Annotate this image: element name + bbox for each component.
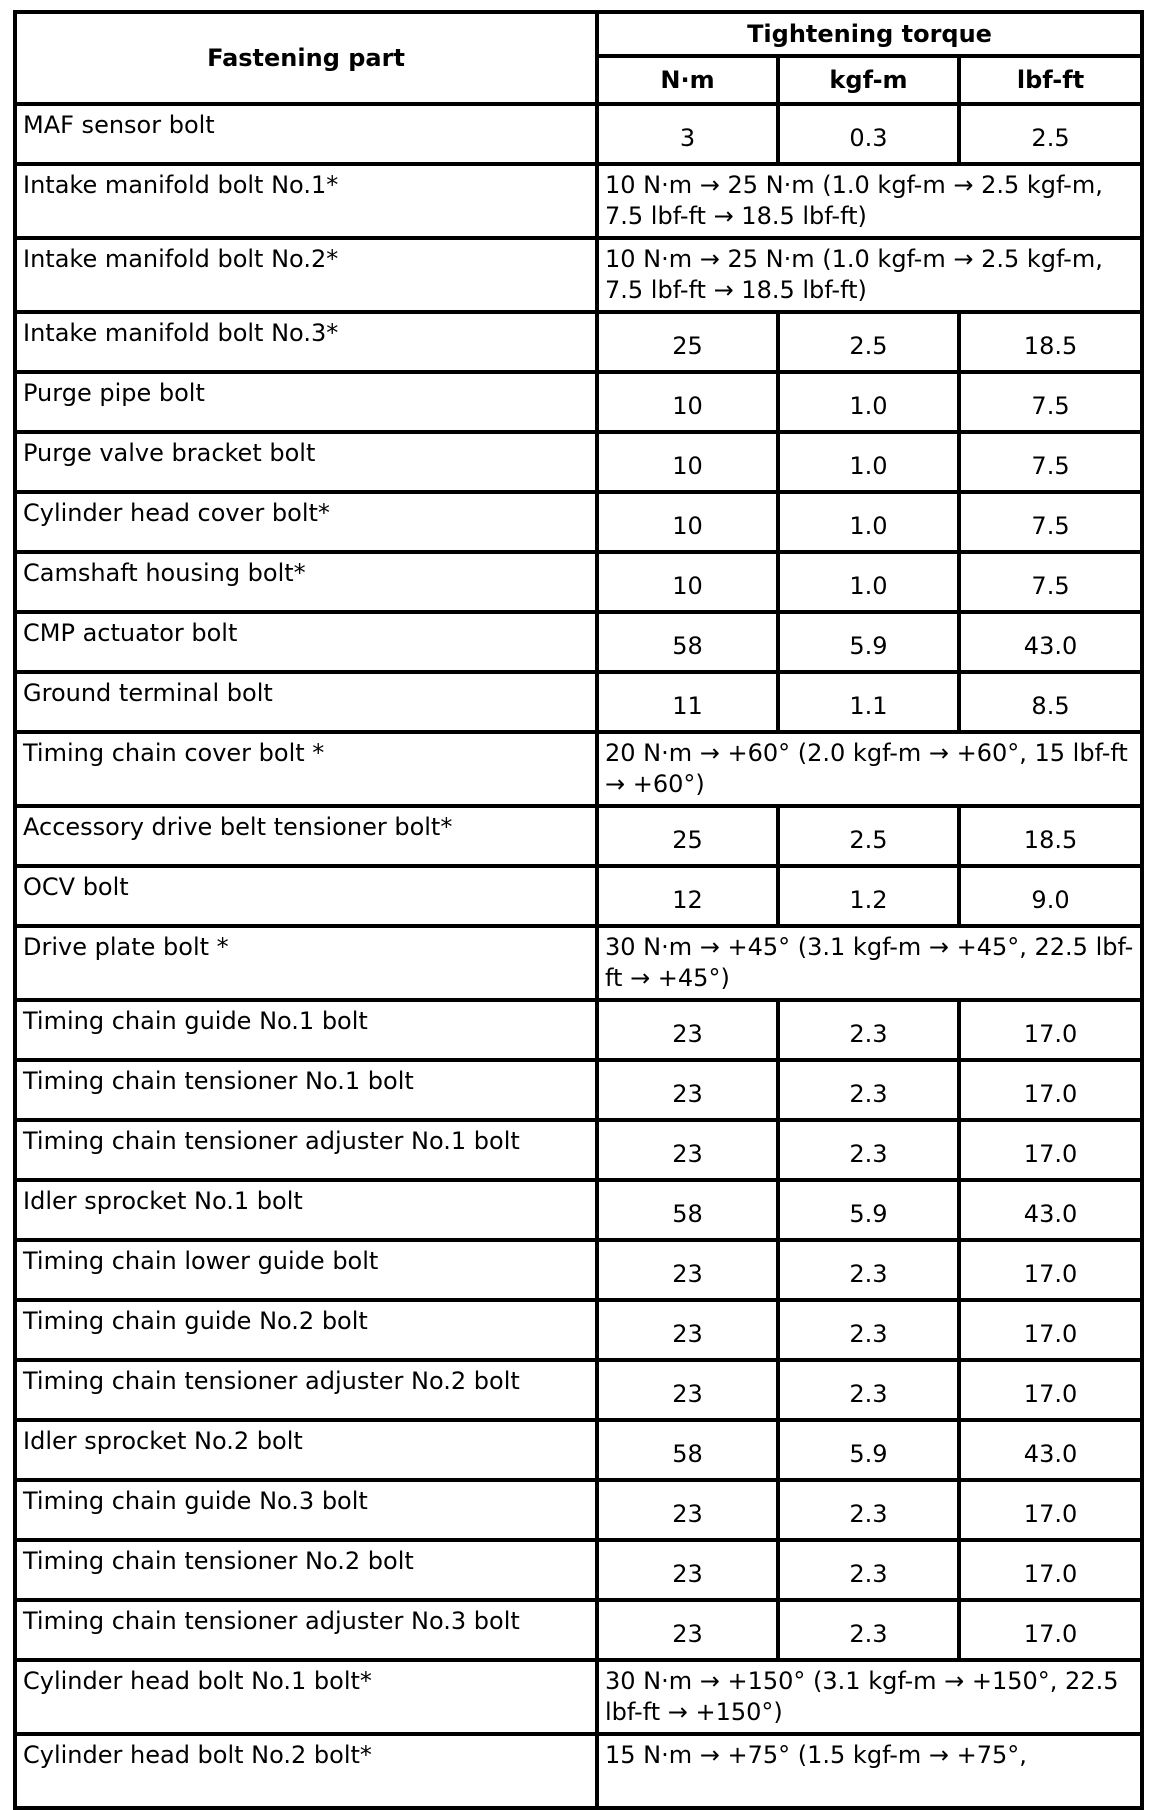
- table-header: [15, 12, 1142, 104]
- torque-nm-cell: 23: [597, 1060, 778, 1120]
- torque-lbf-ft-cell: 7.5: [959, 492, 1142, 552]
- torque-lbf-ft-cell: 17.0: [959, 1480, 1142, 1540]
- fastening-part-cell: Camshaft housing bolt*: [15, 552, 597, 612]
- fastening-part-cell: CMP actuator bolt: [15, 612, 597, 672]
- torque-kgf-m-cell: 2.3: [778, 1120, 959, 1180]
- fastening-part-cell: Cylinder head bolt No.1 bolt*: [15, 1660, 597, 1734]
- torque-lbf-ft-cell: 18.5: [959, 806, 1142, 866]
- torque-procedure-cell: 20 N·m → +60° (2.0 kgf-m → +60°, 15 lbf-ft → +60°): [597, 732, 1142, 806]
- fastening-part-cell: Cylinder head cover bolt*: [15, 492, 597, 552]
- fastening-part-cell: Timing chain cover bolt *: [15, 732, 597, 806]
- fastening-part-cell: Timing chain tensioner adjuster No.2 bolt: [15, 1360, 597, 1420]
- torque-lbf-ft-cell: 9.0: [959, 866, 1142, 926]
- torque-kgf-m-cell: 2.5: [778, 312, 959, 372]
- torque-nm-cell: 23: [597, 1300, 778, 1360]
- table-row: [15, 1480, 1142, 1540]
- unit-header-kgf-m: kgf-m: [778, 56, 959, 104]
- header-row-1: [15, 12, 1142, 56]
- table-row: [15, 312, 1142, 372]
- unit-header-lbf-ft: lbf-ft: [959, 56, 1142, 104]
- table-row: [15, 1360, 1142, 1420]
- torque-kgf-m-cell: 2.5: [778, 806, 959, 866]
- torque-nm-cell: 58: [597, 1420, 778, 1480]
- fastening-part-cell: Purge pipe bolt: [15, 372, 597, 432]
- fastening-part-cell: Intake manifold bolt No.1*: [15, 164, 597, 238]
- table-row: [15, 1120, 1142, 1180]
- fastening-part-cell: Timing chain guide No.3 bolt: [15, 1480, 597, 1540]
- torque-nm-cell: 11: [597, 672, 778, 732]
- table-row: [15, 1240, 1142, 1300]
- torque-kgf-m-cell: 2.3: [778, 1300, 959, 1360]
- fastening-part-cell: Timing chain tensioner No.1 bolt: [15, 1060, 597, 1120]
- torque-kgf-m-cell: 5.9: [778, 1420, 959, 1480]
- table-row: [15, 1600, 1142, 1660]
- fastening-part-cell: Timing chain guide No.1 bolt: [15, 1000, 597, 1060]
- torque-lbf-ft-cell: 2.5: [959, 104, 1142, 164]
- torque-lbf-ft-cell: 18.5: [959, 312, 1142, 372]
- torque-lbf-ft-cell: 17.0: [959, 1120, 1142, 1180]
- table-row: [15, 806, 1142, 866]
- torque-lbf-ft-cell: 8.5: [959, 672, 1142, 732]
- fastening-part-cell: Timing chain tensioner adjuster No.1 bolt: [15, 1120, 597, 1180]
- fastening-part-cell: Purge valve bracket bolt: [15, 432, 597, 492]
- torque-nm-cell: 10: [597, 432, 778, 492]
- torque-procedure-cell: 30 N·m → +150° (3.1 kgf-m → +150°, 22.5 lbf-ft → +150°): [597, 1660, 1142, 1734]
- torque-kgf-m-cell: 1.0: [778, 492, 959, 552]
- torque-lbf-ft-cell: 43.0: [959, 612, 1142, 672]
- table-row: [15, 238, 1142, 312]
- torque-nm-cell: 23: [597, 1480, 778, 1540]
- torque-lbf-ft-cell: 17.0: [959, 1300, 1142, 1360]
- torque-kgf-m-cell: 2.3: [778, 1540, 959, 1600]
- fastening-part-cell: Drive plate bolt *: [15, 926, 597, 1000]
- fastening-part-cell: Timing chain tensioner adjuster No.3 bolt: [15, 1600, 597, 1660]
- torque-kgf-m-cell: 1.0: [778, 552, 959, 612]
- fastening-part-cell: OCV bolt: [15, 866, 597, 926]
- tightening-torque-header: Tightening torque: [597, 12, 1142, 56]
- torque-nm-cell: 23: [597, 1360, 778, 1420]
- torque-nm-cell: 10: [597, 492, 778, 552]
- torque-nm-cell: 25: [597, 312, 778, 372]
- torque-nm-cell: 12: [597, 866, 778, 926]
- torque-kgf-m-cell: 2.3: [778, 1480, 959, 1540]
- torque-nm-cell: 58: [597, 612, 778, 672]
- fastening-part-cell: Intake manifold bolt No.3*: [15, 312, 597, 372]
- torque-kgf-m-cell: 1.1: [778, 672, 959, 732]
- torque-kgf-m-cell: 5.9: [778, 1180, 959, 1240]
- torque-procedure-cell: 10 N·m → 25 N·m (1.0 kgf-m → 2.5 kgf-m, 7.5 lbf-ft → 18.5 lbf-ft): [597, 164, 1142, 238]
- torque-nm-cell: 23: [597, 1540, 778, 1600]
- table-row: [15, 866, 1142, 926]
- torque-kgf-m-cell: 0.3: [778, 104, 959, 164]
- table-body: [15, 104, 1142, 1808]
- torque-lbf-ft-cell: 7.5: [959, 552, 1142, 612]
- fastening-part-cell: Intake manifold bolt No.2*: [15, 238, 597, 312]
- table-row: [15, 1420, 1142, 1480]
- torque-lbf-ft-cell: 7.5: [959, 372, 1142, 432]
- torque-procedure-cell: 15 N·m → +75° (1.5 kgf-m → +75°,: [597, 1734, 1142, 1808]
- torque-lbf-ft-cell: 17.0: [959, 1540, 1142, 1600]
- torque-lbf-ft-cell: 17.0: [959, 1000, 1142, 1060]
- fastening-part-cell: Idler sprocket No.2 bolt: [15, 1420, 597, 1480]
- torque-nm-cell: 10: [597, 372, 778, 432]
- fastening-part-cell: Timing chain guide No.2 bolt: [15, 1300, 597, 1360]
- torque-lbf-ft-cell: 17.0: [959, 1060, 1142, 1120]
- torque-nm-cell: 23: [597, 1000, 778, 1060]
- torque-kgf-m-cell: 2.3: [778, 1600, 959, 1660]
- torque-lbf-ft-cell: 43.0: [959, 1420, 1142, 1480]
- table-row: [15, 1734, 1142, 1808]
- torque-nm-cell: 23: [597, 1240, 778, 1300]
- torque-kgf-m-cell: 1.2: [778, 866, 959, 926]
- fastening-part-cell: Timing chain tensioner No.2 bolt: [15, 1540, 597, 1600]
- torque-kgf-m-cell: 2.3: [778, 1360, 959, 1420]
- fastening-part-cell: MAF sensor bolt: [15, 104, 597, 164]
- fastening-part-cell: Timing chain lower guide bolt: [15, 1240, 597, 1300]
- table-row: [15, 1000, 1142, 1060]
- fastening-part-cell: Idler sprocket No.1 bolt: [15, 1180, 597, 1240]
- torque-nm-cell: 3: [597, 104, 778, 164]
- table-row: [15, 1540, 1142, 1600]
- fastening-part-header: Fastening part: [15, 12, 597, 104]
- table-row: [15, 732, 1142, 806]
- torque-kgf-m-cell: 2.3: [778, 1000, 959, 1060]
- torque-kgf-m-cell: 5.9: [778, 612, 959, 672]
- torque-nm-cell: 58: [597, 1180, 778, 1240]
- torque-kgf-m-cell: 2.3: [778, 1240, 959, 1300]
- table-row: [15, 164, 1142, 238]
- fastening-part-cell: Accessory drive belt tensioner bolt*: [15, 806, 597, 866]
- table-row: [15, 492, 1142, 552]
- torque-kgf-m-cell: 1.0: [778, 432, 959, 492]
- table-row: [15, 1180, 1142, 1240]
- torque-procedure-cell: 10 N·m → 25 N·m (1.0 kgf-m → 2.5 kgf-m, 7.5 lbf-ft → 18.5 lbf-ft): [597, 238, 1142, 312]
- torque-nm-cell: 25: [597, 806, 778, 866]
- table-row: [15, 104, 1142, 164]
- table-row: [15, 432, 1142, 492]
- torque-kgf-m-cell: 1.0: [778, 372, 959, 432]
- torque-lbf-ft-cell: 7.5: [959, 432, 1142, 492]
- torque-table-container: [13, 10, 1140, 1810]
- table-row: [15, 1300, 1142, 1360]
- fastening-part-cell: Cylinder head bolt No.2 bolt*: [15, 1734, 597, 1808]
- table-row: [15, 1060, 1142, 1120]
- table-row: [15, 926, 1142, 1000]
- table-row: [15, 612, 1142, 672]
- fastening-part-cell: Ground terminal bolt: [15, 672, 597, 732]
- torque-nm-cell: 10: [597, 552, 778, 612]
- table-row: [15, 552, 1142, 612]
- torque-specification-table: [13, 10, 1144, 1810]
- torque-procedure-cell: 30 N·m → +45° (3.1 kgf-m → +45°, 22.5 lbf-ft → +45°): [597, 926, 1142, 1000]
- torque-lbf-ft-cell: 17.0: [959, 1240, 1142, 1300]
- torque-nm-cell: 23: [597, 1600, 778, 1660]
- torque-lbf-ft-cell: 17.0: [959, 1600, 1142, 1660]
- table-row: [15, 372, 1142, 432]
- table-row: [15, 672, 1142, 732]
- torque-lbf-ft-cell: 43.0: [959, 1180, 1142, 1240]
- unit-header-nm: N·m: [597, 56, 778, 104]
- torque-kgf-m-cell: 2.3: [778, 1060, 959, 1120]
- table-row: [15, 1660, 1142, 1734]
- torque-lbf-ft-cell: 17.0: [959, 1360, 1142, 1420]
- torque-nm-cell: 23: [597, 1120, 778, 1180]
